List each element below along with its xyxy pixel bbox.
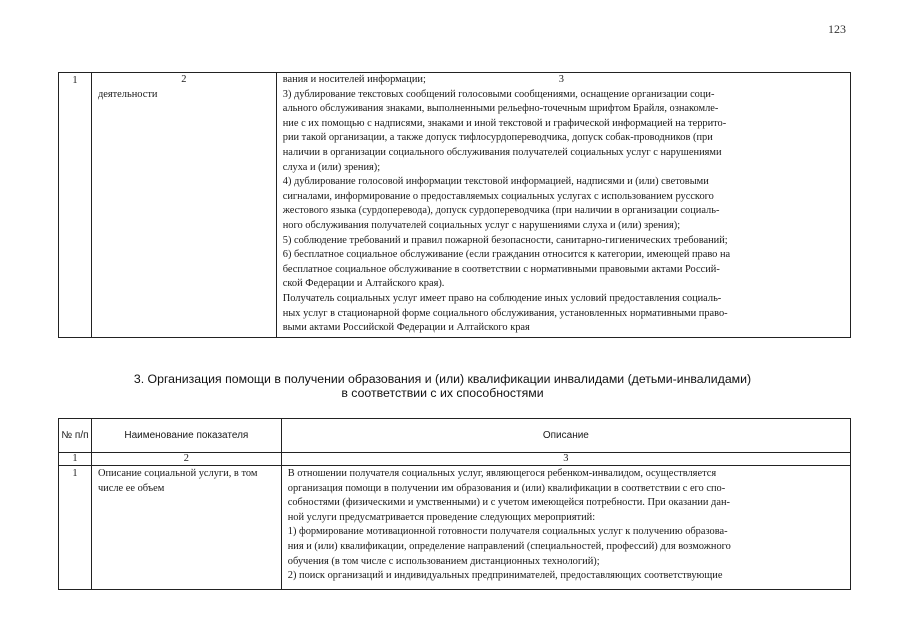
text-line: организация помощи в получении им образования и (или) квалификации в соответствии с его спо-: [287, 482, 726, 494]
table-row: [59, 466, 851, 590]
text-line: наличии в организации социального обслуживания получателей социальных услуг с нарушениями: [282, 146, 722, 158]
column-number: 1: [59, 453, 92, 466]
column-number: 3: [558, 74, 564, 85]
indicator-name-text: деятельности: [97, 88, 158, 100]
section-title-line: в соответствии с их способностями: [341, 385, 544, 400]
column-number: 3: [281, 453, 850, 466]
description-text: [283, 73, 846, 336]
text-line: обучения (в том числе с использованием дистанционных технологий);: [287, 555, 600, 567]
section-title-line: 3. Организация помощи в получении образования и (или) квалификации инвалидами (детьми-инвалидами): [133, 372, 752, 386]
indicator-name: Описание социальной услуги, в том числе ее объем: [91, 466, 281, 590]
text-line: ного обслуживания получателей социальных услуг с нарушениями слуха и (или) зрения);: [282, 219, 681, 231]
table-cell-col3: [276, 73, 850, 338]
text-line: бесплатное социальное обслуживание в соответствии с нормативными правовыми актами Россий-: [282, 263, 720, 275]
text-line: 5) соблюдение требований и правил пожарной безопасности, санитарно-гигиенических требований;: [282, 234, 728, 246]
table-cell-col1: [59, 73, 92, 338]
continued-table: [58, 72, 851, 338]
header-description: Описание: [281, 419, 850, 453]
text-line: собностями (физическими и умственными) и с учетом имеющейся потребности. При оказании дан-: [287, 497, 730, 509]
column-number-row: [59, 453, 851, 466]
section-title: [100, 373, 785, 400]
text-line: 1) формирование мотивационной готовности получателя социальных услуг к получению образова-: [287, 526, 728, 538]
text-line: ние с их помощью с надписями, знаками и иной текстовой и графической информацией на террито-: [282, 117, 727, 129]
text-line: ных услуг в стационарной форме социального обслуживания, установленных нормативными право-: [282, 307, 728, 319]
text-line: ния и (или) квалификации, определение направлений (специальностей, профессий) для возможного: [287, 540, 731, 552]
column-number: 2: [91, 453, 281, 466]
header-number: № п/п: [59, 419, 92, 453]
text-line: 3) дублирование текстовых сообщений голосовыми сообщениями, оснащение организации соци-: [282, 88, 715, 100]
column-number: 1: [72, 75, 78, 86]
text-line: ной услуги предусматривается проведение следующих мероприятий:: [287, 511, 596, 523]
text-line: В отношении получателя социальных услуг, являющегося ребенком-инвалидом, осуществляется: [287, 468, 717, 479]
column-number: 2: [181, 74, 187, 85]
text-line: выми актами Российской Федерации и Алтайского края: [282, 322, 530, 334]
text-line: жестового языка (сурдоперевода), допуск сурдопереводчика (при наличии в организации социаль-: [282, 205, 720, 217]
text-line: 4) дублирование голосовой информации текстовой информацией, надписями и (или) световыми: [282, 176, 709, 188]
text-line: Получатель социальных услуг имеет право на соблюдение иных условий предоставления социаль-: [282, 292, 722, 304]
table-header-row: [59, 419, 851, 453]
service-table: [58, 418, 851, 590]
text-line: вания и носителей информации;: [282, 74, 426, 85]
row-number: 1: [59, 466, 92, 590]
text-line: ального обслуживания знаками, выполненными рельефно-точечным шрифтом Брайля, ознакомле-: [282, 103, 719, 115]
header-indicator-name: Наименование показателя: [91, 419, 281, 453]
text-line: 6) бесплатное социальное обслуживание (если гражданин относится к категории, имеющей право на: [282, 249, 731, 261]
page-number: 123: [828, 22, 846, 36]
text-line: слуха и (или) зрения);: [282, 161, 381, 173]
table-row: [59, 73, 851, 338]
text-line: рии такой организации, а также допуск тифлосурдопереводчика, допуск собак-проводников (при: [282, 132, 713, 144]
service-description: [281, 466, 850, 590]
text-line: ской Федерации и Алтайского края).: [282, 278, 445, 290]
text-line: 2) поиск организаций и индивидуальных предпринимателей, предоставляющих соответствующие: [287, 570, 723, 582]
text-line: сигналами, информирование о предоставляемых социальных услугах с использованием русского: [282, 190, 714, 202]
table-cell-col2: [91, 73, 276, 338]
